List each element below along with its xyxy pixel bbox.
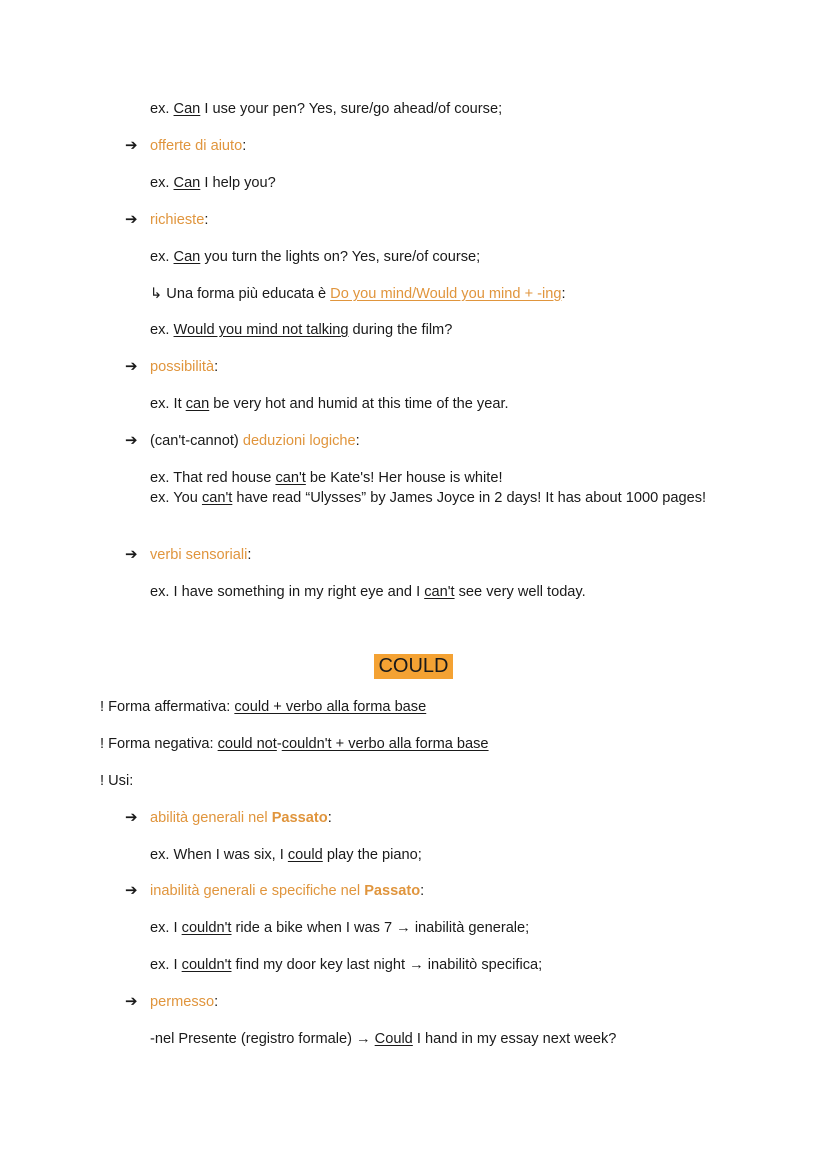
bullet-permission: ➔ permesso: (125, 993, 219, 1010)
bullet-general-ability: ➔ abilità generali nel Passato: (125, 809, 332, 826)
section-heading-could: COULD (374, 654, 453, 679)
example-line: ex. That red house can't be Kate's! Her house is white! (150, 470, 503, 486)
example-line: ex. It can be very hot and humid at this time of the year. (150, 396, 509, 412)
polite-form-highlight: Do you mind/Would you mind + -ing (330, 286, 562, 302)
example-line: ex. Can I help you? (150, 175, 276, 191)
example-line: ex. Can you turn the lights on? Yes, sure/of course; (150, 249, 481, 265)
example-line: ex. When I was six, I could play the piano; (150, 847, 422, 863)
example-line: ex. Can I use your pen? Yes, sure/go ahead/of course; (150, 101, 503, 117)
bullet-deductions: ➔ (can't-cannot) deduzioni logiche: (125, 432, 360, 449)
arrow-icon: ➔ (125, 882, 138, 899)
arrow-icon: ➔ (125, 993, 138, 1010)
modal-verb: can (185, 396, 210, 412)
bullet-sensory: ➔ verbi sensoriali: (125, 546, 252, 563)
modal-verb: could (287, 847, 323, 863)
example-line: ex. I couldn't ride a bike when I was 7 → inabilità generale; (150, 920, 530, 936)
arrow-icon: ➔ (125, 809, 138, 826)
modal-verb: Can (173, 101, 201, 117)
uses-label: ! Usi: (100, 773, 134, 789)
arrow-icon: ➔ (125, 546, 138, 563)
negative-form: ! Forma negativa: could not-couldn't + verbo alla forma base (100, 736, 489, 752)
example-line: ex. I couldn't find my door key last night → inabilitò specifica; (150, 957, 543, 973)
modal-verb: can't (201, 490, 233, 506)
example-line: ex. Would you mind not talking during the film? (150, 322, 453, 338)
arrow-icon: ➔ (125, 358, 138, 375)
example-line: -nel Presente (registro formale) → Could I hand in my essay next week? (150, 1031, 617, 1047)
modal-verb: couldn't (181, 920, 232, 936)
bullet-inability: ➔ inabilità generali e specifiche nel Passato: (125, 882, 425, 899)
arrow-icon: ➔ (125, 432, 138, 449)
modal-verb: Can (173, 249, 201, 265)
modal-verb: couldn't (181, 957, 232, 973)
affirmative-form: ! Forma affermativa: could + verbo alla forma base (100, 699, 427, 715)
arrow-icon: ➔ (125, 211, 138, 228)
modal-verb: can't (275, 470, 306, 486)
bullet-offers: ➔ offerte di aiuto: (125, 137, 247, 154)
modal-verb: Can (173, 175, 201, 191)
arrow-icon: ➔ (125, 137, 138, 154)
example-line: ex. I have something in my right eye and I can't see very well today. (150, 584, 586, 600)
modal-verb: Could (374, 1031, 413, 1047)
bullet-requests: ➔ richieste: (125, 211, 209, 228)
example-line: ex. You can't have read “Ulysses” by James Joyce in 2 days! It has about 1000 pages! (150, 490, 707, 506)
bullet-possibility: ➔ possibilità: (125, 358, 219, 375)
modal-verb: can't (424, 584, 455, 600)
polite-form-note: ↳ Una forma più educata è Do you mind/Would you mind + -ing: (150, 286, 566, 302)
